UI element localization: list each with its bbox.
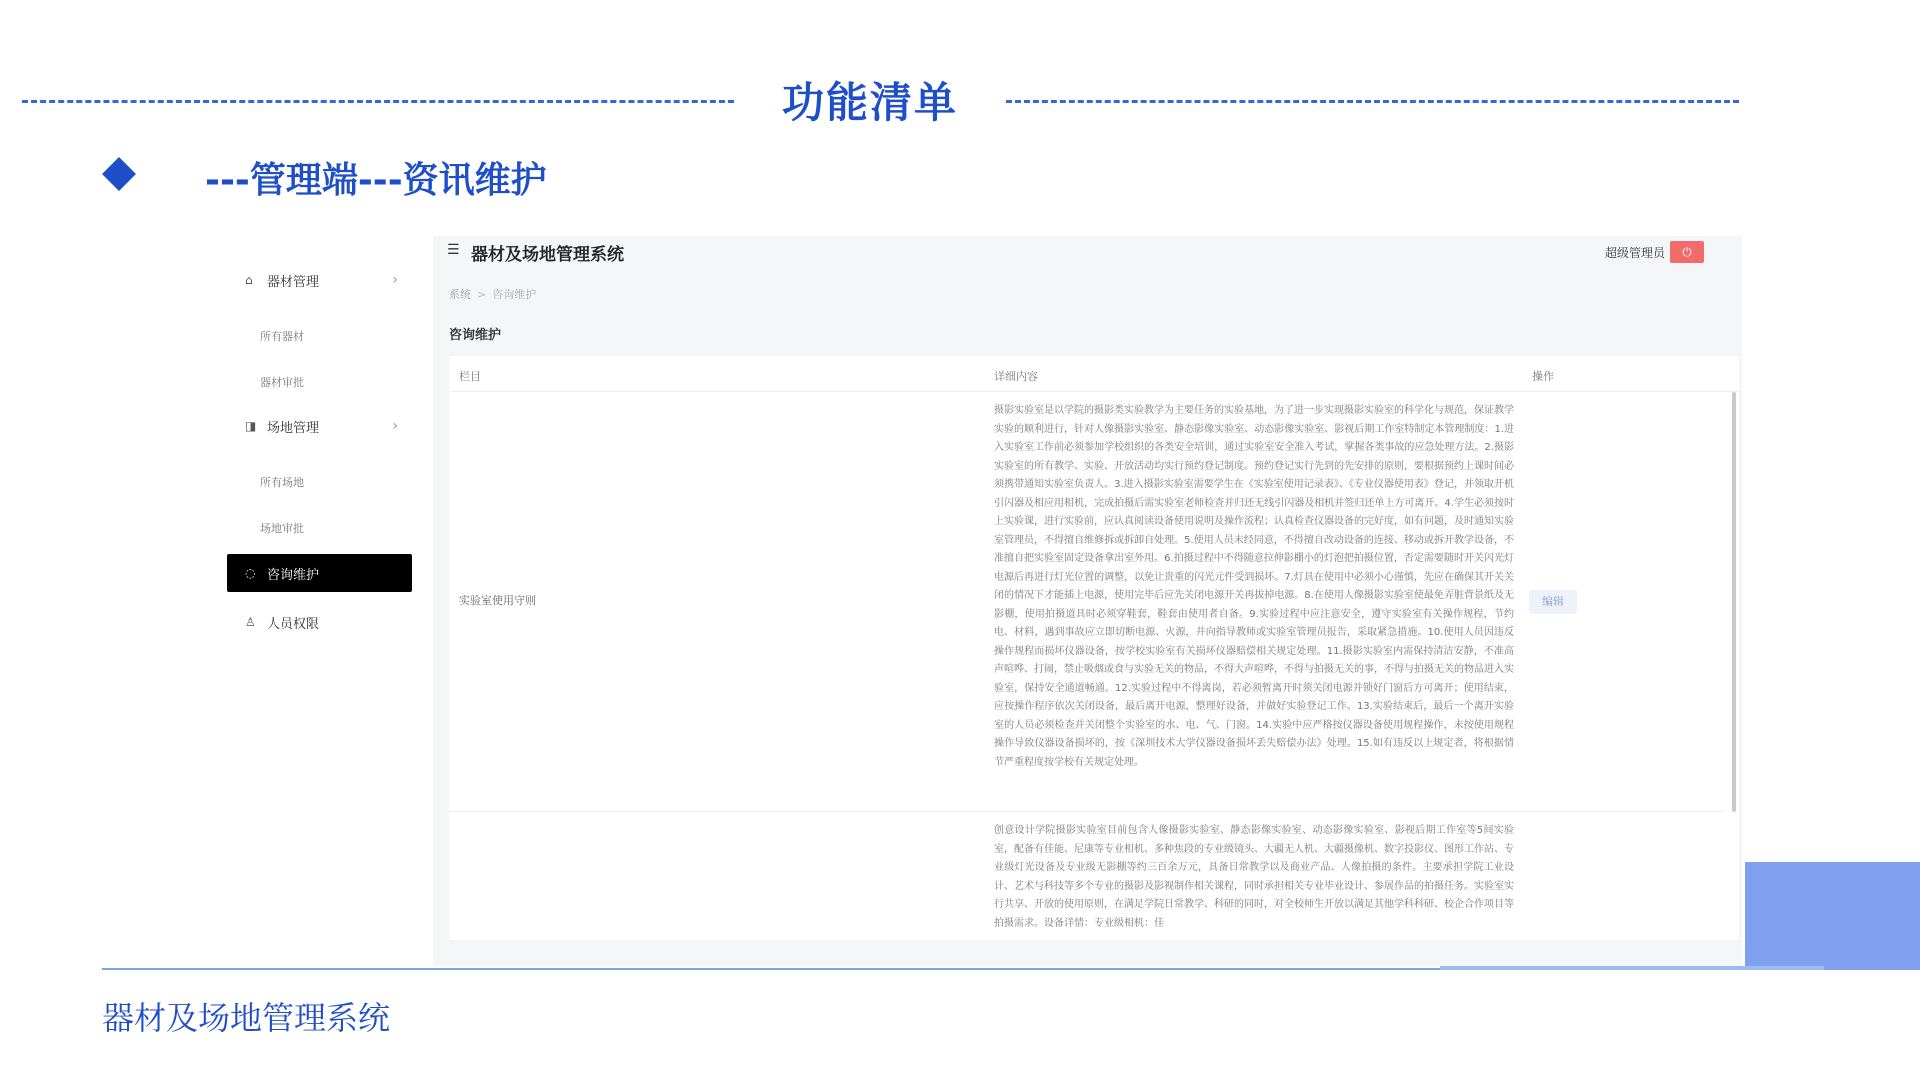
logout-button[interactable] <box>1670 241 1704 263</box>
decorative-block <box>1745 862 1920 970</box>
sidebar-item-info-maintenance[interactable] <box>227 554 412 592</box>
sidebar-item-equipment-management[interactable] <box>227 258 412 302</box>
sidebar-item-all-venues[interactable]: 所有场地 <box>260 476 304 489</box>
app-title: 器材及场地管理系统 <box>471 245 624 265</box>
venue-icon: ◨ <box>245 419 257 433</box>
sidebar <box>215 236 433 966</box>
slide-title: 功能清单 <box>781 78 958 127</box>
sidebar-item-label: 器材管理 <box>267 274 320 290</box>
user-icon: ♙ <box>245 615 256 629</box>
topbar <box>433 236 1742 270</box>
sidebar-item-label: 人员权限 <box>267 616 320 632</box>
table-row <box>449 812 1725 940</box>
main-content <box>433 236 1742 966</box>
header-dash-left <box>22 100 734 103</box>
breadcrumb <box>449 286 536 302</box>
sidebar-item-label: 场地管理 <box>267 420 320 436</box>
footer-title: 器材及场地管理系统 <box>102 999 391 1037</box>
diamond-bullet-icon <box>102 157 136 191</box>
edit-button[interactable]: 编辑 <box>1529 590 1577 614</box>
column-header-section: 栏目 <box>459 370 481 383</box>
user-name[interactable]: 超级管理员 <box>1605 246 1666 260</box>
breadcrumb-current: 咨询维护 <box>492 288 537 301</box>
sidebar-item-venue-approval[interactable]: 场地审批 <box>260 522 304 535</box>
sidebar-item-venue-management[interactable] <box>227 404 412 448</box>
breadcrumb-root[interactable]: 系统 <box>449 288 471 301</box>
header-dash-right <box>1006 100 1739 103</box>
app-window <box>215 236 1742 966</box>
home-icon: ⌂ <box>245 273 253 287</box>
page-title: 咨询维护 <box>449 328 502 343</box>
chevron-right-icon: › <box>392 418 398 434</box>
chevron-right-icon: › <box>392 272 398 288</box>
sidebar-item-equipment-approval[interactable]: 器材审批 <box>260 376 304 389</box>
sidebar-item-all-equipment[interactable]: 所有器材 <box>260 330 304 343</box>
table-row <box>449 392 1725 812</box>
row-detail-text: 摄影实验室是以学院的摄影类实验教学为主要任务的实验基地，为了进一步实现摄影实验室的科学化与规范，保证教学实验的顺利进行，针对人像摄影实验室、静态影像实验室、动态影像实验室、影视后期工作室特制定本管理制度：1.进入实验室工作前必须参加学校组织的各类安全培训，通过实验室安全准入考试，掌握各类事故的应急处理方法。2.摄影实验室的所有教学、实验、开放活动均实行预约登记制度。预约登记实行先到的先安排的原则，要根据预约上课时间必须携带通知实验室负责人。3.进入摄影实验室需要学生在《实验室使用记录表》、《专业仪器使用表》登记，并领取开机引闪器及相应用相机，完成拍摄后需实验室老师检查并归还无线引闪器及相机并签归还单上方可离开。4.学生必须按时上实验课，进行实验前，应认真阅读设备使用说明及操作流程；认真检查仪器设备的完好度，如有问题，及时通知实验室管理员，不得擅自维修拆或拆卸自处理。5.使用人员未经同意，不得擅自改动设备的连接、移动或拆开教学设备，不准擅自把实验室固定设备拿出室外用。6.拍摄过程中不得随意拉伸影棚小的灯泡把拍摄位置，否定需要随时开关闪光灯电源后再进行灯光位置的调整，以免让贵重的闪光元件受到损坏。7.灯具在使用中必须小心谨慎，先应在确保其开关关闭的情况下才能插上电源，使用完毕后应先关闭电源开关再拔掉电源。8.在使用人像摄影实验室使最免弄脏背景纸及无影棚，使用拍摄道具时必须穿鞋套，鞋套由使用者自备。9.实验过程中应注意安全，遵守实验室有关操作规程，节约电、材料，遇到事故应立即切断电源、火源，并向指导教师或实验室管理员报告，采取紧急措施。10.使用人员因违反操作规程而损坏仪器设备，按学校实验室有关损坏仪器赔偿相关规定处理。11.摄影实验室内需保持清洁安静，不准高声喧哗、打闹，禁止吸烟或食与实验无关的物品，不得大声喧哗，不得与拍摄无关的事，不得与拍摄无关的物品进入实验室，保持安全通道畅通。12.实验过程中不得离岗，若必须暂离开时须关闭电源并锁好门窗后方可离开；使用结束，应按操作程序依次关闭设备，最后离开电源，整理好设备，并做好实验登记工作。13.实验结束后，最后一个离开实验室的人员必须检查并关闭整个实验室的水、电、气、门窗。14.实验中应严格按仪器设备使用规程操作，未按使用规程操作导致仪器设备损坏的，按《深圳技术大学仪器设备损坏丢失赔偿办法》处理。15.如有违反以上规定者，将根据情节严重程度按学校有关规定处理。 <box>994 405 1514 768</box>
section-title: ---管理端---资讯维护 <box>205 160 547 201</box>
row-detail-text: 创意设计学院摄影实验室目前包含人像摄影实验室、静态影像实验室、动态影像实验室、影视后期工作室等5间实验室，配备有佳能、尼康等专业相机、多种焦段的专业级镜头、大疆无人机、大疆摄像机、数字投影仪、图形工作站、专业级灯光设备及专业级无影棚等约三百余万元，具备日常教学以及商业产品、人像拍摄的条件。主要承担学院工业设计、艺术与科技等多个专业的摄影及影视制作相关课程，同时承担相关专业毕业设计、参展作品的拍摄任务。实验室实行共享、开放的使用原则，在满足学院日常教学、科研的同时，对全校师生开放以满足其他学科科研、校企合作项目等拍摄需求。设备详情：专业级相机：佳 <box>994 825 1514 929</box>
column-header-action: 操作 <box>1532 370 1554 383</box>
column-header-detail: 详细内容 <box>994 370 1038 383</box>
sidebar-item-label: 咨询维护 <box>267 567 320 583</box>
sidebar-item-user-permissions[interactable] <box>227 600 412 644</box>
chat-icon: ◌ <box>245 566 256 580</box>
footer-divider-accent <box>1440 966 1824 970</box>
table-scrollbar[interactable] <box>1732 392 1736 812</box>
row-section-name: 实验室使用守则 <box>459 594 536 607</box>
info-table <box>449 356 1739 940</box>
breadcrumb-separator: > <box>477 288 487 301</box>
power-icon: ⏻ <box>1682 245 1692 259</box>
table-header <box>449 356 1739 392</box>
menu-collapse-icon[interactable]: ☰ <box>447 242 460 258</box>
